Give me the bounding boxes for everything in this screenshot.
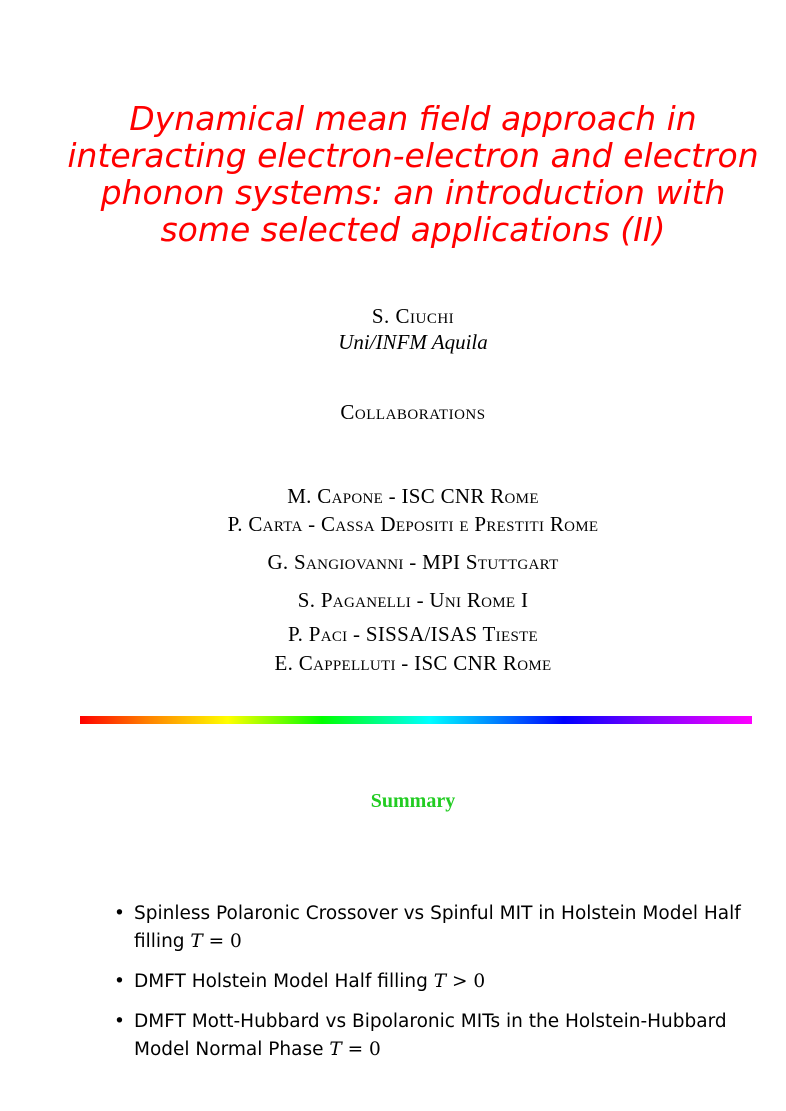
author-name: S. Ciuchi <box>371 304 455 328</box>
title-line: interacting electron-electron and electron <box>67 136 759 175</box>
bullet-icon: • <box>114 903 125 924</box>
item-text: DMFT Mott-Hubbard vs Bipolaronic MITs in the Holstein-Hubbard Model Normal Phase <box>134 1011 727 1060</box>
title-line: some selected applications (II) <box>160 210 666 249</box>
collaborations-heading: Collaborations <box>340 400 486 424</box>
list-item <box>114 1008 744 1064</box>
math-value: 0 <box>230 931 242 952</box>
bullet-icon: • <box>114 1011 125 1032</box>
math-variable: T <box>433 971 447 992</box>
author-affiliation: Uni/INFM Aquila <box>338 330 488 354</box>
summary-list <box>114 900 744 1076</box>
item-text: Spinless Polaronic Crossover vs Spinful MIT in Holstein Model Half filling <box>134 903 741 952</box>
item-text: DMFT Holstein Model Half filling <box>134 971 434 992</box>
math-variable: T <box>329 1039 342 1060</box>
math-relation: = <box>341 1039 369 1060</box>
title-line: phonon systems: an introduction with <box>100 173 726 212</box>
collaborator: P. Paci - SISSA/ISAS Tieste <box>287 622 539 646</box>
math-value: 0 <box>473 971 486 992</box>
rainbow-divider <box>80 716 752 724</box>
math-relation: > <box>446 971 474 992</box>
collaborator: M. Capone - ISC CNR Rome <box>287 484 539 508</box>
collaborator: G. Sangiovanni - MPI Stuttgart <box>267 550 559 574</box>
list-item <box>114 968 744 996</box>
summary-heading: Summary <box>370 790 456 812</box>
math-relation: = <box>202 931 231 952</box>
bullet-icon: • <box>114 971 125 992</box>
math-variable: T <box>190 931 203 952</box>
math-value: 0 <box>368 1039 381 1060</box>
collaborator: E. Cappelluti - ISC CNR Rome <box>274 651 552 675</box>
title-line: Dynamical mean field approach in <box>129 99 697 138</box>
slide-title <box>40 100 786 248</box>
list-item <box>114 900 744 956</box>
collaborator: P. Carta - Cassa Depositi e Prestiti Rome <box>227 512 599 536</box>
collaborator: S. Paganelli - Uni Rome I <box>297 588 529 612</box>
